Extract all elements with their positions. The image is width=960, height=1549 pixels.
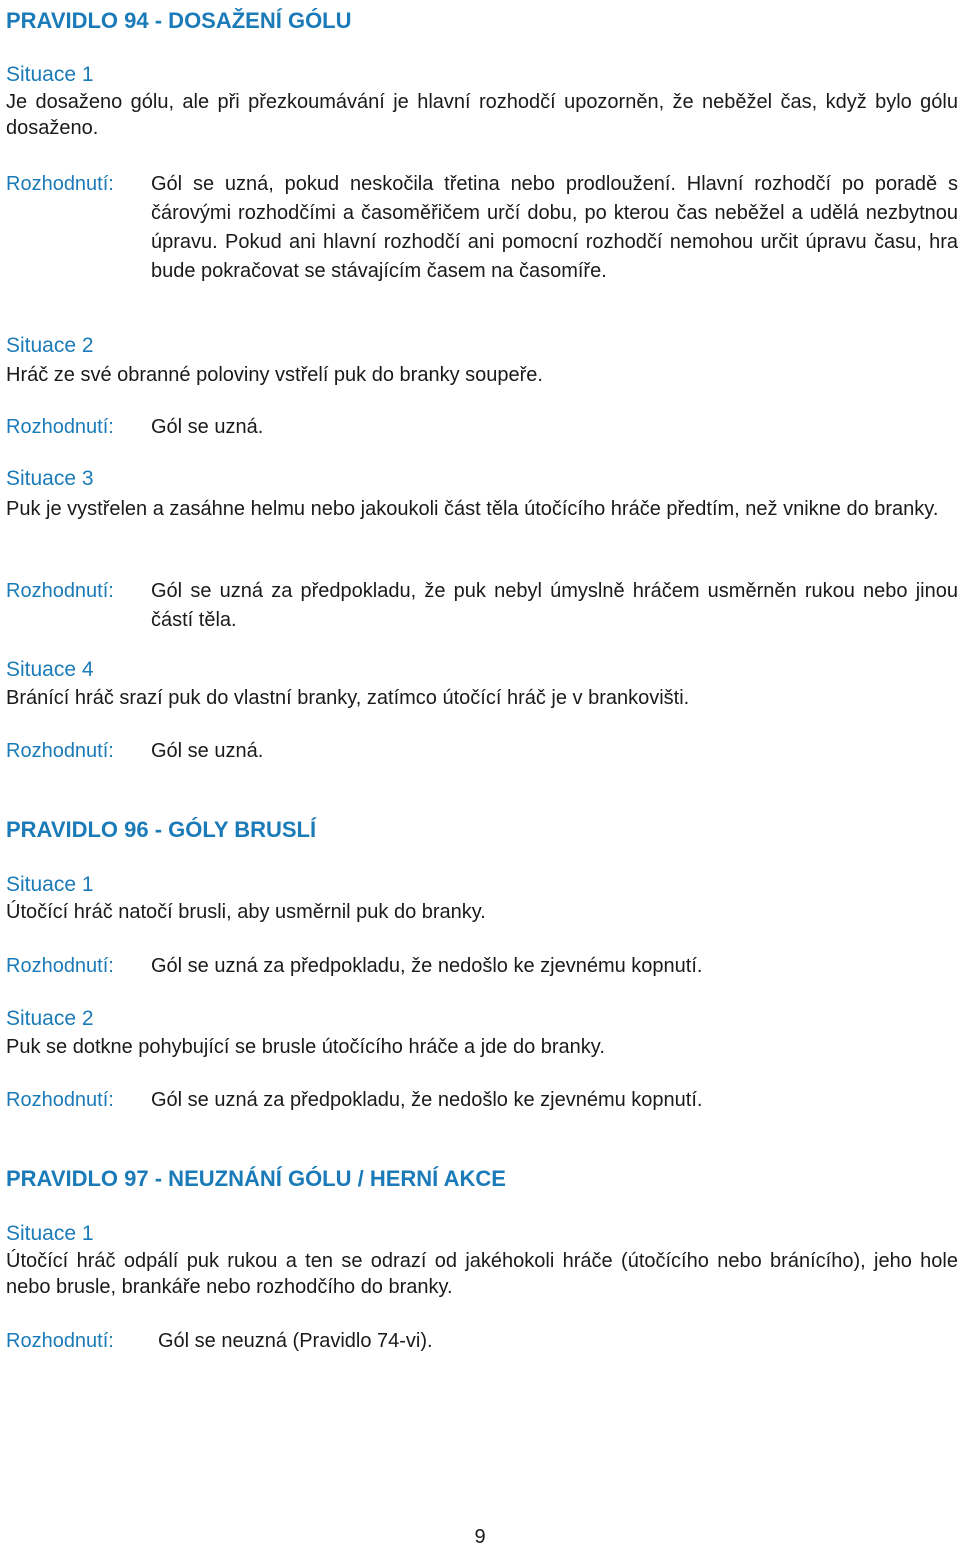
rule-94-situation-3-label: Situace 3 — [6, 467, 94, 490]
decision-label: Rozhodnutí: — [6, 173, 114, 195]
decision-text: Gól se neuzná (Pravidlo 74-vi). — [158, 1330, 433, 1352]
rule-94-situation-4-text: Bránící hráč srazí puk do vlastní branky, zatímco útočící hráč je v brankovišti. — [6, 687, 690, 709]
decision-label: Rozhodnutí: — [6, 1330, 114, 1352]
decision-label: Rozhodnutí: — [6, 580, 114, 602]
rule-96-situation-1-label: Situace 1 — [6, 873, 94, 896]
decision-label: Rozhodnutí: — [6, 740, 114, 762]
rule-94-situation-1-text: Je dosaženo gólu, ale při přezkoumávání je hlavní rozhodčí upozorněn, že neběžel čas, když bylo gólu dosaženo. — [6, 91, 958, 139]
decision-text: Gól se uzná. — [151, 740, 264, 762]
decision-label: Rozhodnutí: — [6, 1089, 114, 1111]
rule-97-title: PRAVIDLO 97 - NEUZNÁNÍ GÓLU / HERNÍ AKCE — [6, 1166, 506, 1191]
rule-97-situation-1-label: Situace 1 — [6, 1222, 94, 1245]
decision-label: Rozhodnutí: — [6, 416, 114, 438]
rule-96-situation-2-label: Situace 2 — [6, 1007, 94, 1030]
rule-94-situation-2-label: Situace 2 — [6, 334, 94, 357]
rule-94-situation-2-decision — [6, 413, 958, 442]
rule-97-situation-1-text: Útočící hráč odpálí puk rukou a ten se odrazí od jakéhokoli hráče (útočícího nebo bránícího), jeho hole nebo brusle, brankáře nebo rozhodčího do branky. — [6, 1250, 958, 1298]
rule-96-situation-2-decision — [6, 1086, 958, 1115]
rule-96-title: PRAVIDLO 96 - GÓLY BRUSLÍ — [6, 817, 317, 842]
rule-97-situation-1-decision — [6, 1327, 958, 1356]
rule-94-situation-4-label: Situace 4 — [6, 658, 94, 681]
rule-96-situation-1-decision — [6, 952, 958, 981]
decision-text: Gól se uzná za předpokladu, že nedošlo ke zjevnému kopnutí. — [151, 955, 703, 977]
decision-label: Rozhodnutí: — [6, 955, 114, 977]
rule-94-situation-4-decision — [6, 737, 958, 766]
decision-text: Gól se uzná. — [151, 416, 264, 438]
decision-text: Gól se uzná za předpokladu, že nedošlo ke zjevnému kopnutí. — [151, 1089, 703, 1111]
rule-94-situation-3-decision — [6, 577, 958, 635]
rule-96-situation-2-text: Puk se dotkne pohybující se brusle útočícího hráče a jde do branky. — [6, 1036, 605, 1058]
rule-94-situation-2-text: Hráč ze své obranné poloviny vstřelí puk do branky soupeře. — [6, 364, 543, 386]
rule-94-title: PRAVIDLO 94 - DOSAŽENÍ GÓLU — [6, 8, 352, 33]
decision-text: Gól se uzná za předpokladu, že puk nebyl úmyslně hráčem usměrněn rukou nebo jinou částí těla. — [151, 580, 958, 631]
decision-text: Gól se uzná, pokud neskočila třetina nebo prodloužení. Hlavní rozhodčí po poradě s čárovými rozhodčími a časoměřičem určí dobu, po kterou čas neběžel a udělá nezbytnou úpravu. Pokud ani hlavní rozhodčí ani pomocní rozhodčí nemohou určit úpravu času, hra bude pokračovat se stávajícím časem na časomíře. — [151, 173, 958, 282]
rule-96-situation-1-text: Útočící hráč natočí brusli, aby usměrnil puk do branky. — [6, 901, 486, 923]
rule-94-situation-1-decision — [6, 170, 958, 286]
page-number: 9 — [474, 1526, 486, 1548]
rule-94-situation-1-label: Situace 1 — [6, 63, 94, 86]
rule-94-situation-3-text: Puk je vystřelen a zasáhne helmu nebo jakoukoli část těla útočícího hráče předtím, než vnikne do branky. — [6, 498, 939, 520]
